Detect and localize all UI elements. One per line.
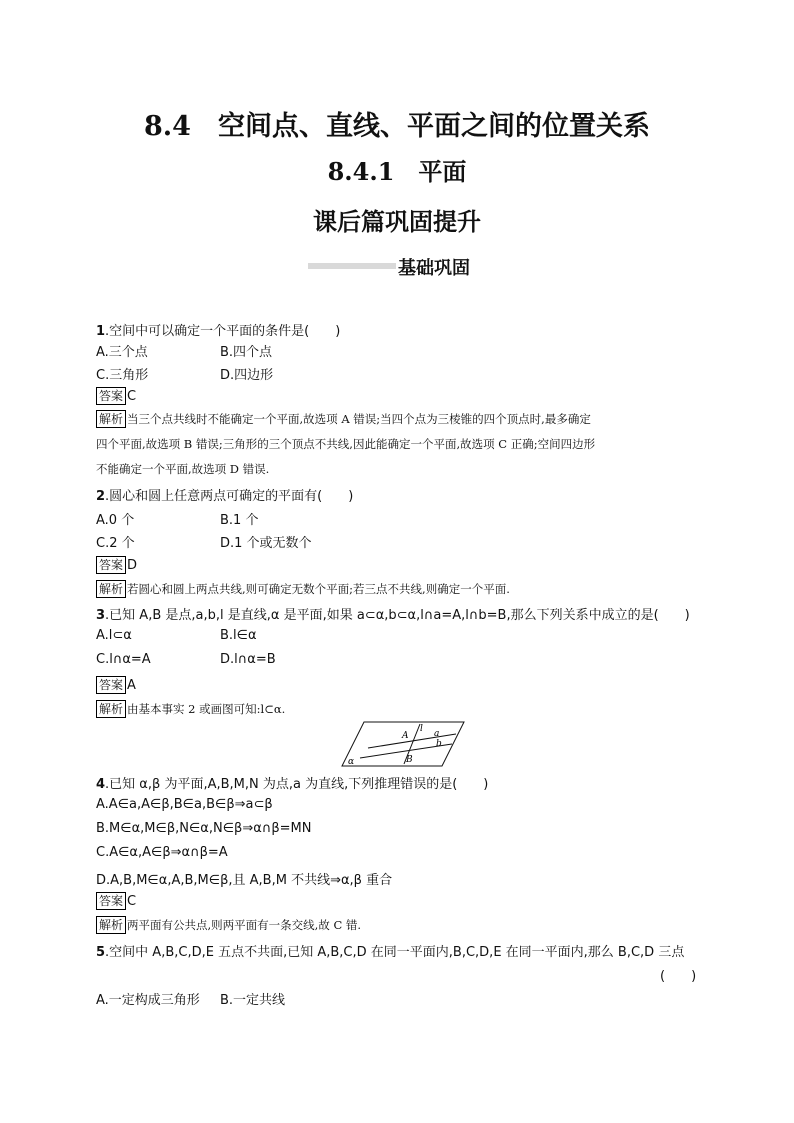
question-text: .圆心和圆上任意两点可确定的平面有( ) <box>105 489 354 504</box>
plane-alpha <box>342 722 464 766</box>
option-d: D.四边形 <box>220 368 274 383</box>
question-number: 4 <box>96 777 106 792</box>
option-c: C.2 个 <box>96 536 135 551</box>
option-a: A.A∈a,A∈β,B∈a,B∈β⇒a⊂β <box>96 797 273 812</box>
answer-row <box>96 676 136 694</box>
analysis-row <box>96 580 510 598</box>
plane-figure <box>338 720 468 768</box>
answer-row <box>96 892 136 910</box>
question-1 <box>96 320 340 339</box>
analysis-line: 不能确定一个平面,故选项 D 错误. <box>96 462 270 476</box>
question-text: .空间中 A,B,C,D,E 五点不共面,已知 A,B,C,D 在同一平面内,B,C,D,E 在同一平面内,那么 B,C,D 三点 <box>105 945 685 960</box>
option-a: A.三个点 <box>96 345 148 360</box>
question-number: 3 <box>96 608 106 623</box>
answer-value: C <box>127 389 137 404</box>
label-b: b <box>436 739 442 749</box>
analysis-tag: 解析 <box>96 916 126 934</box>
option-c: C.l∩α=A <box>96 652 151 667</box>
option-d: D.l∩α=B <box>220 652 276 667</box>
label-alpha: α <box>348 757 355 767</box>
analysis-row <box>96 700 285 718</box>
section-bar <box>308 263 396 269</box>
option-b: B.1 个 <box>220 513 259 528</box>
option-c: C.三角形 <box>96 368 149 383</box>
option-a: A.0 个 <box>96 513 135 528</box>
answer-row <box>96 556 137 574</box>
analysis-row <box>96 410 591 428</box>
question-3 <box>96 604 690 623</box>
option-a: A.l⊂α <box>96 628 132 643</box>
label-A: A <box>402 731 409 741</box>
answer-tag: 答案 <box>96 387 126 405</box>
answer-value: A <box>127 678 136 693</box>
label-l: l <box>420 724 423 734</box>
label-B: B <box>406 755 413 765</box>
option-c: C.A∈α,A∈β⇒α∩β=A <box>96 845 228 860</box>
answer-value: D <box>127 558 138 573</box>
answer-row <box>96 387 136 405</box>
option-b: B.一定共线 <box>220 993 286 1008</box>
analysis-text: 当三个点共线时不能确定一个平面,故选项 A 错误;当四个点为三棱锥的四个顶点时,最多确定 <box>127 412 591 426</box>
question-number: 2 <box>96 489 106 504</box>
question-text: .已知 α,β 为平面,A,B,M,N 为点,a 为直线,下列推理错误的是( ) <box>105 777 489 792</box>
answer-tag: 答案 <box>96 676 126 694</box>
question-text: .空间中可以确定一个平面的条件是( ) <box>105 324 341 339</box>
page-subtitle: 8.4.1 平面 <box>327 157 467 186</box>
analysis-row <box>96 916 361 934</box>
analysis-text: 由基本事实 2 或画图可知:l⊂α. <box>127 702 286 716</box>
question-2 <box>96 485 353 504</box>
analysis-tag: 解析 <box>96 580 126 598</box>
label-a: a <box>434 729 440 739</box>
analysis-line: 四个平面,故选项 B 错误;三角形的三个顶点不共线,因此能确定一个平面,故选项 C 正确;空间四边形 <box>96 437 596 451</box>
analysis-tag: 解析 <box>96 410 126 428</box>
option-d: D.A,B,M∈α,A,B,M∈β,且 A,B,M 不共线⇒α,β 重合 <box>96 873 393 888</box>
answer-tag: 答案 <box>96 892 126 910</box>
question-5 <box>96 941 684 960</box>
analysis-tag: 解析 <box>96 700 126 718</box>
analysis-text: 两平面有公共点,则两平面有一条交线,故 C 错. <box>127 918 362 932</box>
option-a: A.一定构成三角形 <box>96 993 200 1008</box>
section-title: 基础巩固 <box>398 258 470 279</box>
page-title: 8.4 空间点、直线、平面之间的位置关系 <box>144 111 650 142</box>
answer-blank: ( ) <box>660 969 697 984</box>
question-number: 5 <box>96 945 106 960</box>
option-b: B.四个点 <box>220 345 273 360</box>
answer-tag: 答案 <box>96 556 126 574</box>
option-b: B.M∈α,M∈β,N∈α,N∈β⇒α∩β=MN <box>96 821 312 836</box>
question-4 <box>96 773 488 792</box>
option-d: D.1 个或无数个 <box>220 536 312 551</box>
page-heading: 课后篇巩固提升 <box>313 207 481 236</box>
analysis-text: 若圆心和圆上两点共线,则可确定无数个平面;若三点不共线,则确定一个平面. <box>127 582 510 596</box>
question-number: 1 <box>96 324 106 339</box>
option-b: B.l∈α <box>220 628 257 643</box>
question-text: .已知 A,B 是点,a,b,l 是直线,α 是平面,如果 a⊂α,b⊂α,l∩a=A,l∩b=B,那么下列关系中成立的是( ) <box>105 608 690 623</box>
answer-value: C <box>127 894 137 909</box>
